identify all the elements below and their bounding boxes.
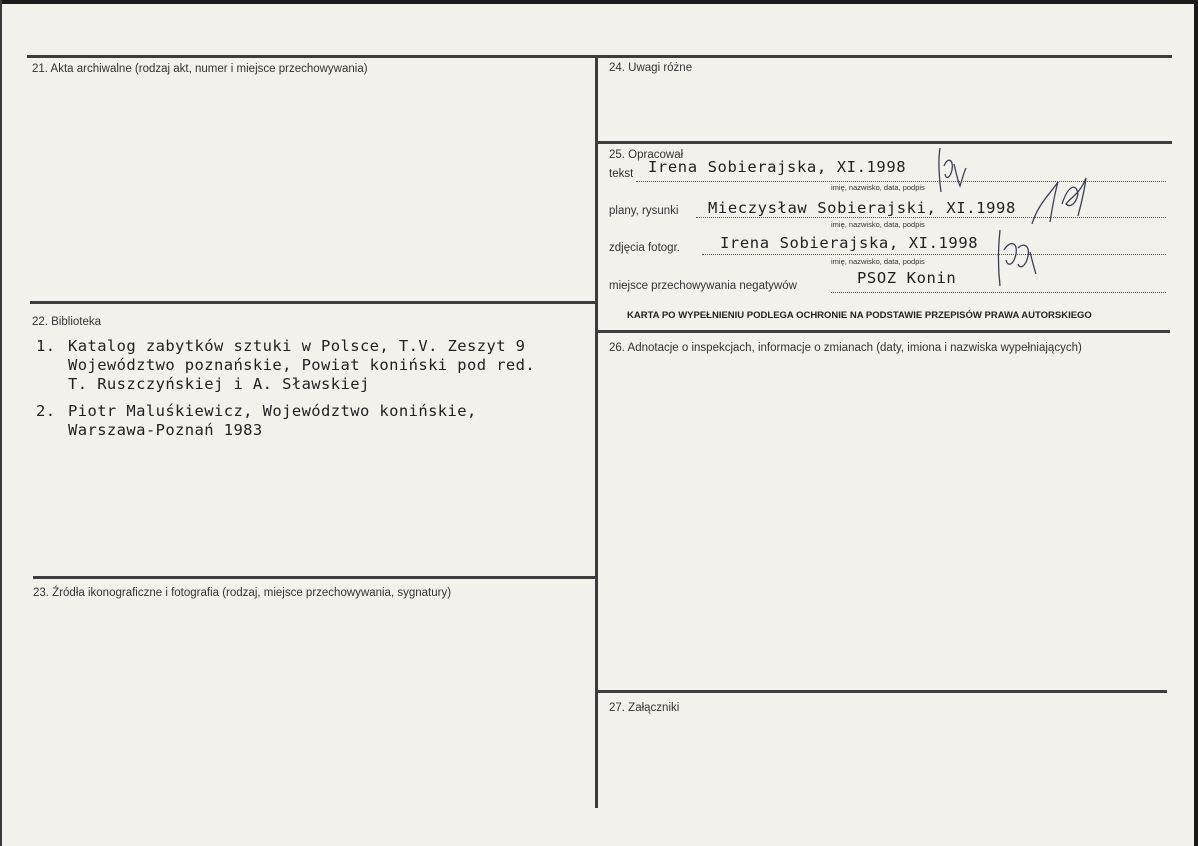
plans-caption: imię, nazwisko, data, podpis: [831, 220, 925, 229]
plans-label: plany, rysunki: [609, 205, 679, 217]
card-edge-left: [0, 0, 2, 846]
divider-21-22: [30, 301, 596, 304]
photos-label: zdjęcia fotogr.: [609, 242, 680, 254]
bibliography-item-number: 1.: [36, 337, 56, 355]
divider-22-23: [33, 576, 596, 579]
text-caption: imię, nazwisko, data, podpis: [831, 183, 925, 192]
bibliography-line: Katalog zabytków sztuki w Polsce, T.V. Zeszyt 9: [68, 337, 526, 355]
signature-text: [932, 146, 972, 194]
section-27-label: 27. Załączniki: [609, 702, 680, 714]
text-author-value: Irena Sobierajska, XI.1998: [648, 158, 907, 176]
photos-caption: imię, nazwisko, data, podpis: [831, 257, 925, 266]
bibliography-item-number: 2.: [36, 402, 56, 420]
section-22-label: 22. Biblioteka: [32, 316, 102, 328]
photos-author-value: Irena Sobierajska, XI.1998: [720, 234, 979, 252]
bibliography-line: Warszawa-Poznań 1983: [68, 421, 263, 439]
negatives-location-value: PSOZ Konin: [857, 269, 957, 287]
text-label: tekst: [609, 168, 634, 180]
section-24-label: 24. Uwagi różne: [609, 62, 693, 74]
divider-26-27: [598, 690, 1167, 693]
section-25-label: 25. Opracował: [609, 149, 684, 161]
bibliography-item: [36, 337, 535, 394]
plans-author-value: Mieczysław Sobierajski, XI.1998: [708, 199, 1016, 217]
card-edge-right: [1194, 0, 1198, 846]
section-23-label: 23. Źródła ikonograficzne i fotografia (rodzaj, miejsce przechowywania, sygnatury): [33, 587, 452, 599]
bibliography-line: Województwo poznańskie, Powiat koniński pod red.: [68, 356, 536, 374]
bibliography-item: [36, 402, 535, 440]
divider-24-25: [598, 141, 1172, 144]
negatives-dotted-line: [831, 292, 1166, 293]
photos-dotted-line: [702, 254, 1166, 255]
signature-photos: [990, 228, 1050, 290]
section-21-label: 21. Akta archiwalne (rodzaj akt, numer i miejsce przechowywania): [32, 63, 368, 75]
card-edge-top: [0, 0, 1198, 4]
signature-plans: [1028, 174, 1098, 234]
divider-25-26: [598, 330, 1170, 333]
divider-top: [27, 55, 1172, 58]
bibliography-line: T. Ruszczyńskiej i A. Sławskiej: [68, 375, 370, 393]
divider-center: [595, 55, 598, 808]
bibliography-list: [36, 337, 535, 448]
copyright-notice: KARTA PO WYPEŁNIENIU PODLEGA OCHRONIE NA PODSTAWIE PRZEPISÓW PRAWA AUTORSKIEGO: [627, 310, 1092, 321]
bibliography-line: Piotr Maluśkiewicz, Województwo konińskie,: [68, 402, 477, 420]
negatives-label: miejsce przechowywania negatywów: [609, 280, 797, 292]
section-26-label: 26. Adnotacje o inspekcjach, informacje o zmianach (daty, imiona i nazwiska wypełniających): [609, 342, 1082, 354]
